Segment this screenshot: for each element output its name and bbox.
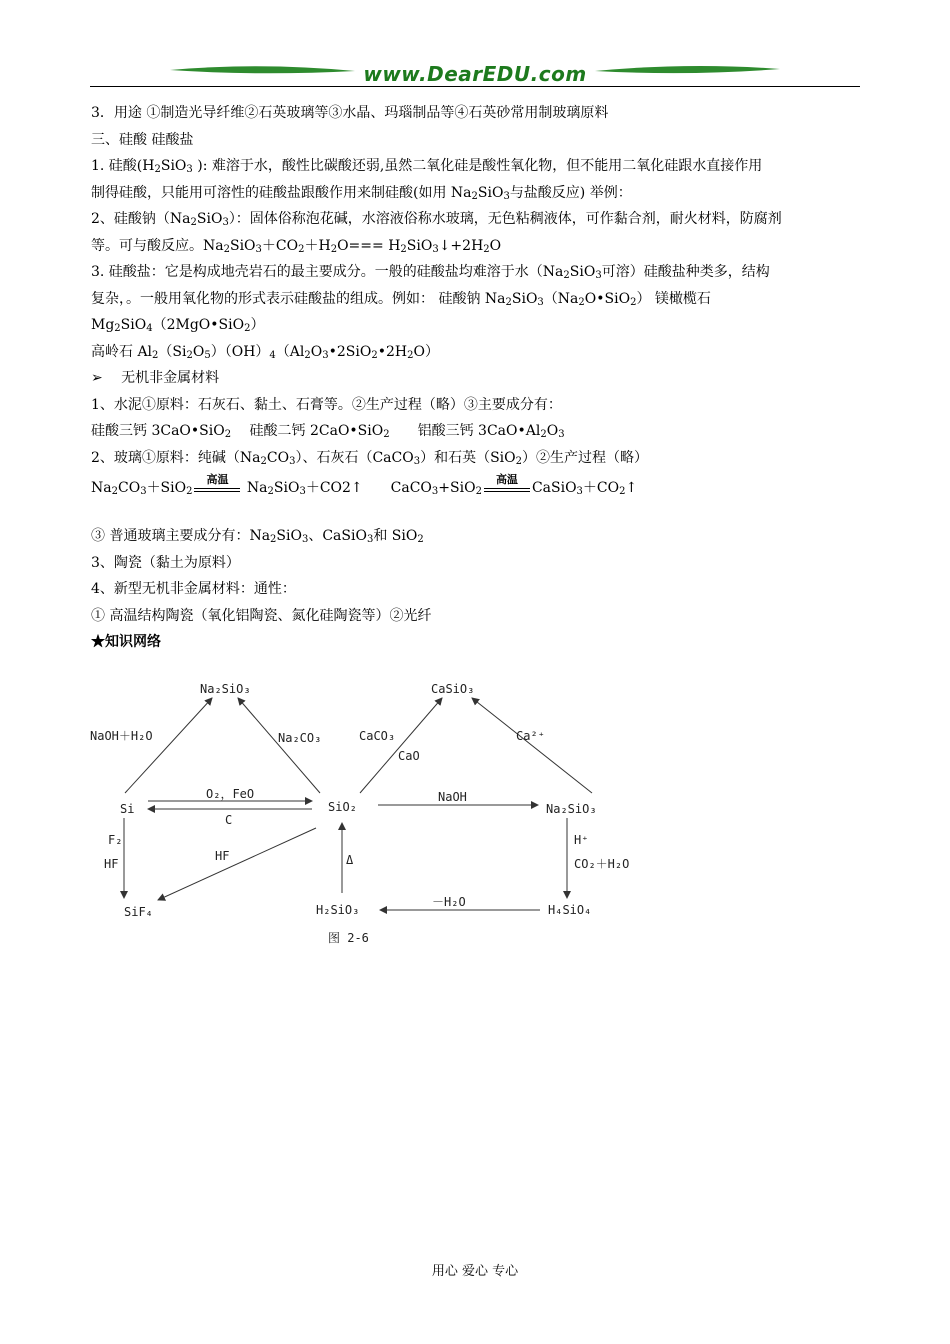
diagram-caption: 图 2-6	[328, 931, 369, 945]
line-kaolinite: 高岭石 $Al_2(Si_2O_5)(OH)_4(Al_2O_3•2SiO_2•2H_2O)$	[91, 343, 439, 361]
right-swoosh-icon	[595, 64, 780, 78]
label-minus-h2o: －H₂O	[432, 895, 466, 909]
high-temp-condition: 高温	[484, 480, 530, 496]
line-glass-equations: $Na_2CO_3+SiO_2$ 高温 $Na_2SiO_3+CO2↑$ CaCO$_3$+SiO$_2$ 高温 $CaSiO_3+CO_2↑$	[91, 473, 638, 497]
node-casio3: CaSiO₃	[431, 682, 475, 696]
label-f2: F₂	[108, 833, 123, 847]
line-new-materials: 4、新型无机非金属材料：通性：	[91, 581, 296, 597]
site-logo: www.DearEDU.com	[363, 62, 587, 86]
line-silicic-acid-1: 1. 硅酸($H_2SiO_3$ ): 难溶于水，酸性比碳酸还弱,虽然二氧化硅是酸性氧化物，但不能用二氧化硅跟水直接作用	[91, 158, 763, 175]
line-cement-components: 硅酸三钙 3CaO•SiO$_2$ 硅酸二钙 2CaO•SiO$_2$ 铝酸三钙 $3CaO•Al_2O_3$	[91, 423, 565, 440]
label-naoh: NaOH	[438, 790, 467, 804]
line-new-materials-list: ① 高温结构陶瓷（氧化铝陶瓷、氮化硅陶瓷等）②光纤	[91, 607, 432, 624]
page-footer: 用心 爱心 专心	[431, 1264, 519, 1279]
label-hf-left: HF	[104, 857, 119, 871]
line-uses: 3．用途 ①制造光导纤维②石英玻璃等③水晶、玛瑙制品等④石英砂常用制玻璃原料	[91, 105, 609, 121]
line-ceramics: 3、陶瓷（黏土为原料）	[91, 554, 240, 571]
line-olivine: $Mg_2SiO_4(2MgO•SiO_2)$	[91, 317, 265, 334]
knowledge-network-diagram	[80, 668, 670, 958]
label-h-plus: H⁺	[574, 833, 589, 847]
label-delta: Δ	[346, 853, 354, 867]
document-body	[91, 100, 861, 656]
line-glass: 2、玻璃①原料：纯碱$(Na_2CO_3)$、石灰石（CaCO$_3$）和石英（SiO$_2$）②生产过程（略）	[91, 449, 649, 467]
line-silicic-acid-2: 制得硅酸，只能用可溶性的硅酸盐跟酸作用来制硅酸(如用 $Na_2SiO_3$与盐酸反应) 举例：	[91, 184, 632, 202]
high-temp-condition: 高温	[194, 480, 240, 496]
label-caco3: CaCO₃	[359, 729, 396, 743]
page-header	[0, 0, 950, 95]
node-si: Si	[120, 802, 135, 816]
node-na2sio3-top: Na₂SiO₃	[200, 682, 251, 696]
label-hf-diagonal: HF	[215, 849, 230, 863]
node-sif4: SiF₄	[124, 905, 153, 919]
node-h4sio4: H₄SiO₄	[548, 903, 592, 917]
line-silicates-2: 复杂，。一般用氧化物的形式表示硅酸盐的组成。例如： 硅酸钠 $Na_2SiO_3(Na_2O•SiO_2)$ 镁橄榄石	[91, 290, 711, 308]
header-rule	[90, 86, 860, 87]
section-silicic-acid: 三、硅酸 硅酸盐	[91, 131, 194, 148]
section-inorganic-materials: ➢ 无机非金属材料	[91, 370, 220, 386]
line-sodium-silicate-2: 等。可与酸反应。$Na_2SiO_3+CO_2+H_2O===$ $H_2SiO_3↓+2H_2O$	[91, 237, 502, 255]
line-sodium-silicate-1: 2、硅酸钠$(Na_2SiO_3)$：固体俗称泡花碱，水溶液俗称水玻璃，无色粘稠液体，可作黏合剂，耐火材料，防腐剂	[91, 211, 782, 228]
line-glass-components: ③ 普通玻璃主要成分有：$Na_2SiO_3$、CaSiO$_3$和 SiO$_2$	[91, 528, 424, 545]
label-c: C	[225, 813, 233, 827]
line-silicates-1: 3. 硅酸盐：它是构成地壳岩石的最主要成分。一般的硅酸盐均难溶于水（$Na_2SiO_3$可溶）硅酸盐种类多，结构	[91, 264, 770, 281]
label-naoh-h2o: NaOH＋H₂O	[90, 729, 153, 743]
label-ca2: Ca²⁺	[516, 729, 545, 743]
line-cement: 1、水泥①原料：石灰石、黏土、石膏等。②生产过程（略）③主要成分有：	[91, 396, 562, 413]
label-co2-h2o: CO₂＋H₂O	[574, 857, 630, 871]
node-na2sio3-right: Na₂SiO₃	[546, 802, 597, 816]
label-na2co3: Na₂CO₃	[278, 731, 322, 745]
node-h2sio3: H₂SiO₃	[316, 903, 360, 917]
label-o2-feo: O₂，FeO	[206, 787, 255, 801]
section-knowledge-network: ★知识网络	[91, 634, 161, 650]
node-sio2: SiO₂	[328, 800, 357, 814]
label-cao: CaO	[398, 749, 420, 763]
